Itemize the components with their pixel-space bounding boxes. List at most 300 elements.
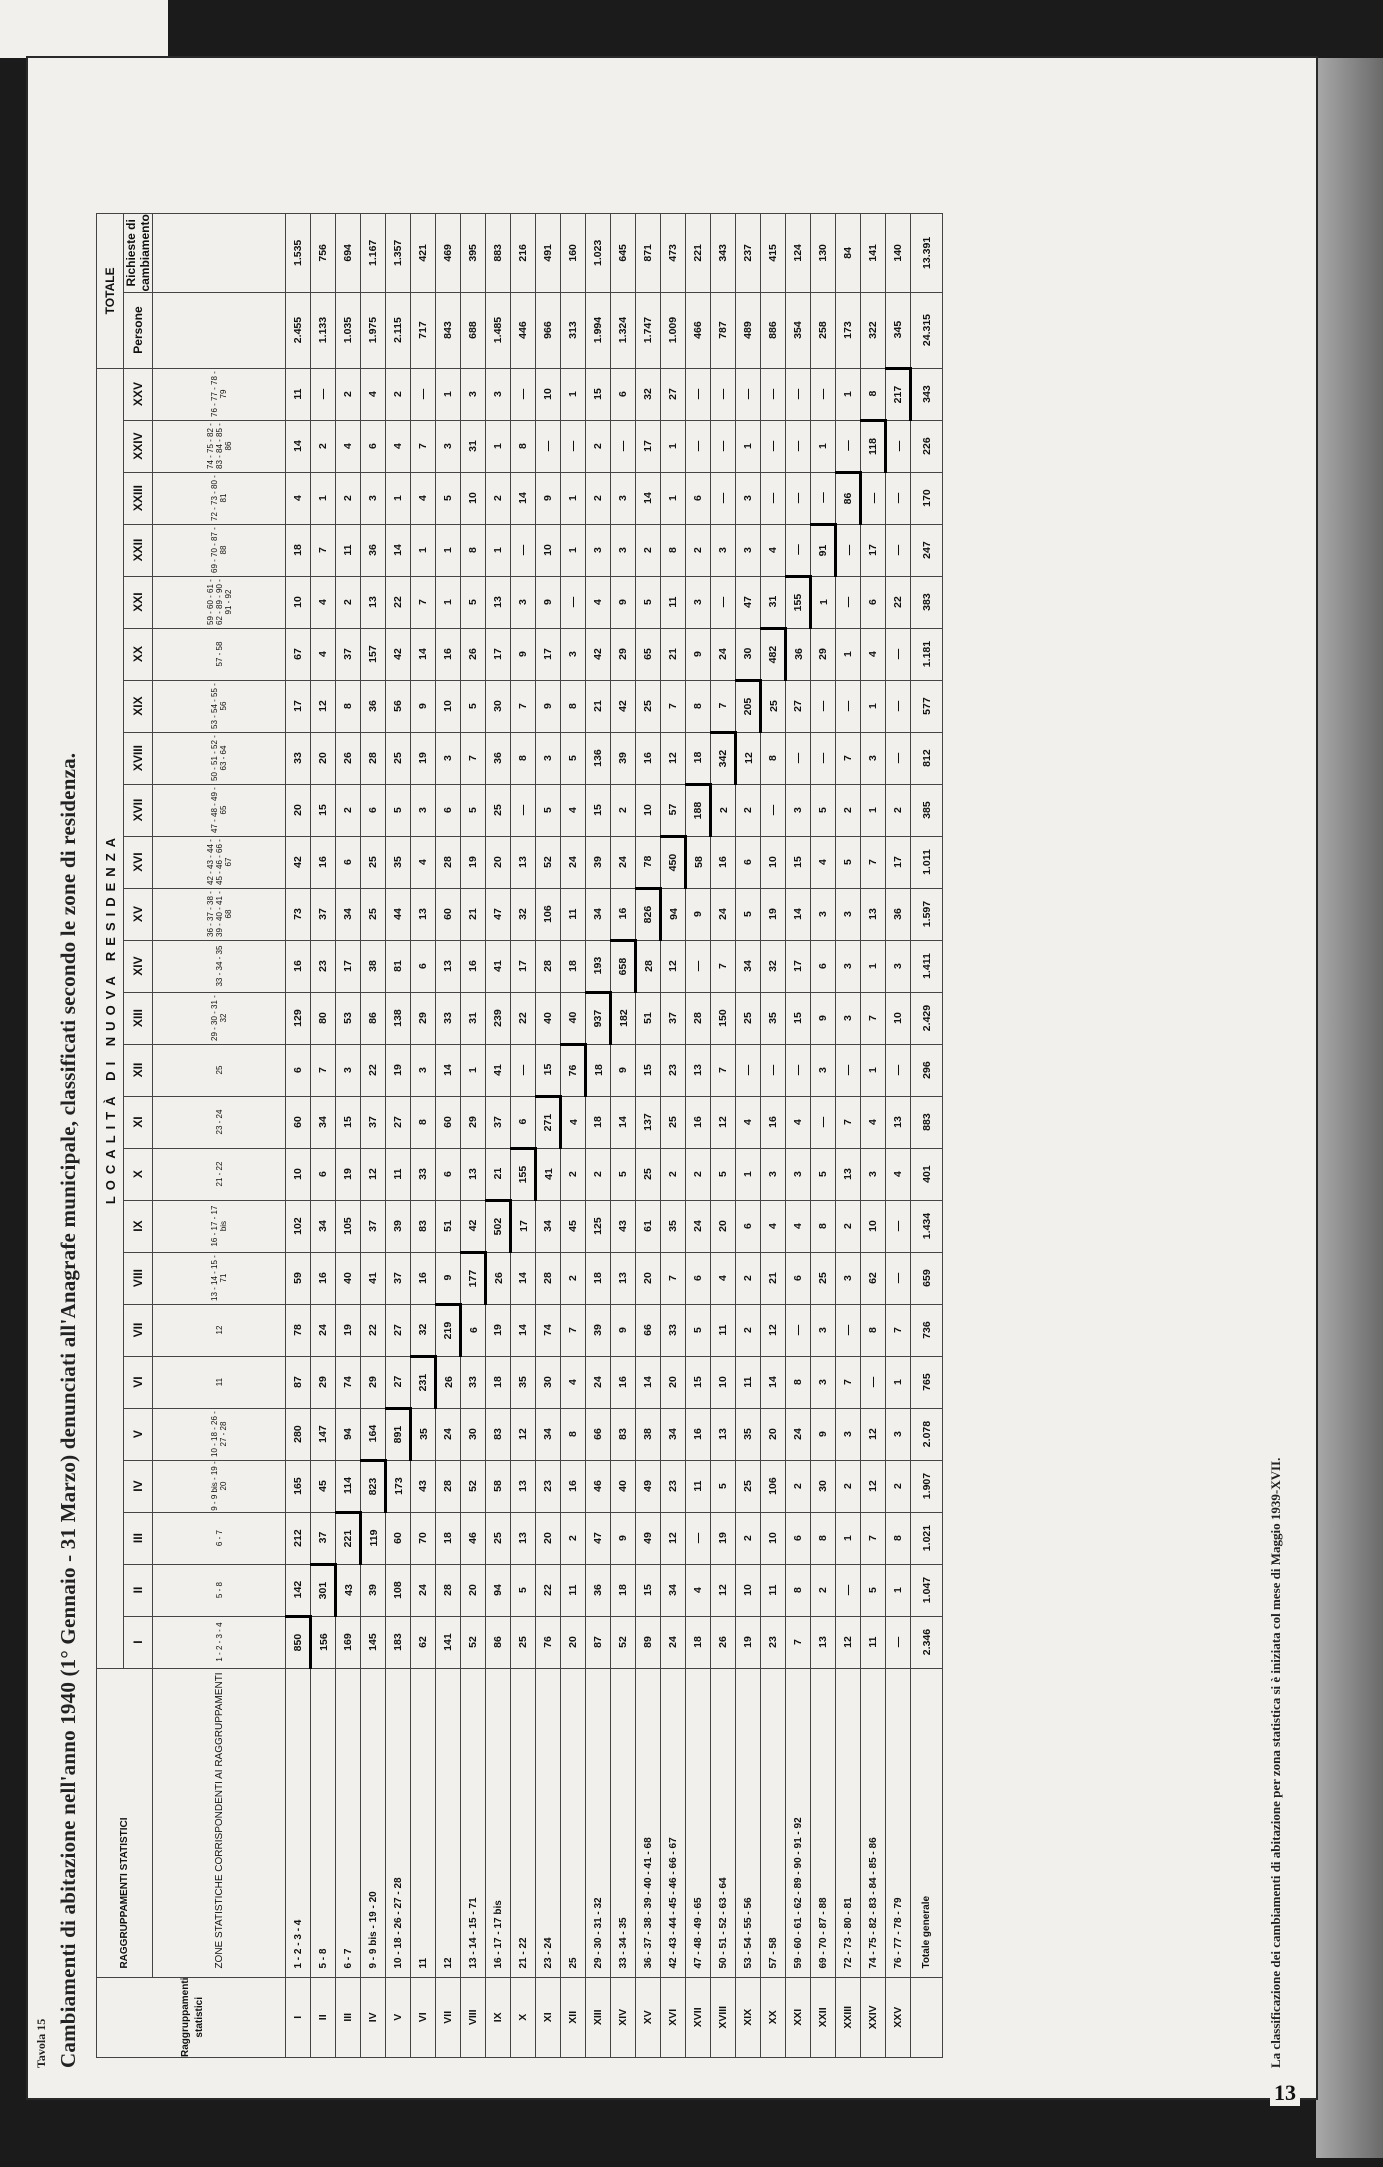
cell-value: —	[511, 524, 536, 576]
cell-value: 4	[761, 1200, 786, 1252]
total-value: 1.434	[911, 1200, 943, 1252]
cell-value: 26	[711, 1616, 736, 1668]
cell-value: 86	[361, 992, 386, 1044]
document-page	[28, 58, 1316, 2098]
table-row	[586, 214, 611, 2058]
cell-value: 11	[661, 576, 686, 628]
cell-value: 2	[836, 1460, 861, 1512]
row-richieste: 1.167	[361, 214, 386, 292]
cell-value: 14	[611, 1096, 636, 1148]
cell-value: 25	[636, 1148, 661, 1200]
cell-value: 8	[861, 1304, 886, 1356]
cell-value: 16	[436, 628, 461, 680]
cell-value: 14	[511, 472, 536, 524]
cell-value: 150	[711, 992, 736, 1044]
cell-value: 118	[861, 420, 886, 472]
cell-value: 35	[411, 1408, 436, 1460]
table-row	[486, 214, 511, 2058]
cell-value: 11	[286, 368, 311, 420]
cell-value: 6	[461, 1304, 486, 1356]
cell-value: 14	[411, 628, 436, 680]
total-value: 343	[911, 368, 943, 420]
cell-value: 94	[661, 888, 686, 940]
column-zones: 13 - 14 - 15 - 71	[153, 1252, 286, 1304]
cell-value: 11	[561, 888, 586, 940]
table-row	[461, 214, 486, 2058]
empty-cell	[153, 292, 286, 368]
cell-value: 41	[536, 1148, 561, 1200]
cell-value: 8	[886, 1512, 911, 1564]
row-side-header: Raggruppamenti statistici	[97, 1977, 286, 2057]
cell-value: 17	[336, 940, 361, 992]
cell-value: 3	[836, 888, 861, 940]
row-zones: 16 - 17 - 17 bis	[486, 1668, 511, 1977]
cell-value: 2	[886, 1460, 911, 1512]
cell-value: 28	[436, 1460, 461, 1512]
cell-value: 18	[586, 1044, 611, 1096]
cell-value: 3	[811, 1304, 836, 1356]
cell-value: 2	[811, 1564, 836, 1616]
cell-value: 125	[586, 1200, 611, 1252]
cell-value: 8	[336, 680, 361, 732]
cell-value: 18	[586, 1096, 611, 1148]
column-head-viii: VIII	[124, 1252, 153, 1304]
cell-value: 37	[336, 628, 361, 680]
cell-value: 65	[636, 628, 661, 680]
cell-value: 4	[761, 524, 786, 576]
cell-value: 14	[636, 472, 661, 524]
cell-value: 14	[511, 1304, 536, 1356]
cell-value: —	[561, 420, 586, 472]
cell-value: 14	[636, 1356, 661, 1408]
cell-value: 2	[636, 524, 661, 576]
table-row	[536, 214, 561, 2058]
cell-value: 14	[511, 1252, 536, 1304]
cell-value: 3	[836, 940, 861, 992]
persone-header: Persone	[124, 292, 153, 368]
cell-value: 35	[736, 1408, 761, 1460]
cell-value: —	[811, 472, 836, 524]
cell-value: —	[861, 1356, 886, 1408]
cell-value: 40	[611, 1460, 636, 1512]
cell-value: 45	[311, 1460, 336, 1512]
cell-value: 60	[386, 1512, 411, 1564]
cell-value: 239	[486, 992, 511, 1044]
cell-value: 17	[286, 680, 311, 732]
cell-value: —	[511, 784, 536, 836]
cell-value: 18	[436, 1512, 461, 1564]
row-roman: XXV	[886, 1977, 911, 2057]
cell-value: 1	[561, 472, 586, 524]
cell-value: 1	[861, 940, 886, 992]
cell-value: 25	[486, 1512, 511, 1564]
row-roman: VIII	[461, 1977, 486, 2057]
cell-value: 4	[786, 1096, 811, 1148]
cell-value: 9	[511, 628, 536, 680]
cell-value: 40	[336, 1252, 361, 1304]
table-row	[436, 214, 461, 2058]
cell-value: 28	[436, 1564, 461, 1616]
table-row	[761, 214, 786, 2058]
cell-value: 2	[836, 1200, 861, 1252]
cell-value: 34	[311, 1200, 336, 1252]
cell-value: 42	[386, 628, 411, 680]
cell-value: 51	[436, 1200, 461, 1252]
column-zones: 57 - 58	[153, 628, 286, 680]
footnote: La classificazione dei cambiamenti di abitazione per zona statistica si è iniziata col mese di Maggio 1939-XVII.	[1268, 1457, 1283, 2068]
cell-value: 62	[861, 1252, 886, 1304]
rotated-content	[28, 58, 1316, 2098]
cell-value: 10	[711, 1356, 736, 1408]
cell-value: —	[811, 1096, 836, 1148]
cell-value: 8	[786, 1564, 811, 1616]
cell-value: 37	[661, 992, 686, 1044]
cell-value: 36	[886, 888, 911, 940]
column-head-vii: VII	[124, 1304, 153, 1356]
cell-value: 3	[686, 576, 711, 628]
row-persone: 787	[711, 292, 736, 368]
cell-value: 27	[386, 1096, 411, 1148]
cell-value: 157	[361, 628, 386, 680]
cell-value: —	[686, 420, 711, 472]
cell-value: 15	[311, 784, 336, 836]
total-value: 736	[911, 1304, 943, 1356]
column-head-ii: II	[124, 1564, 153, 1616]
cell-value: 3	[336, 1044, 361, 1096]
cell-value: 24	[561, 836, 586, 888]
cell-value: —	[686, 1512, 711, 1564]
cell-value: 35	[511, 1356, 536, 1408]
cell-value: 11	[561, 1564, 586, 1616]
cell-value: 25	[361, 836, 386, 888]
cell-value: —	[836, 1304, 861, 1356]
cell-value: 1	[311, 472, 336, 524]
cell-value: 39	[386, 1200, 411, 1252]
cell-value: 1	[811, 576, 836, 628]
cell-value: 13	[511, 836, 536, 888]
cell-value: 8	[811, 1200, 836, 1252]
cell-value: 39	[361, 1564, 386, 1616]
cell-value: 12	[761, 1304, 786, 1356]
cell-value: 20	[561, 1616, 586, 1668]
cell-value: 52	[461, 1460, 486, 1512]
cell-value: 91	[811, 524, 836, 576]
row-roman: XXI	[786, 1977, 811, 2057]
cell-value: 10	[536, 368, 561, 420]
cell-value: —	[811, 732, 836, 784]
row-roman: XII	[561, 1977, 586, 2057]
cell-value: 5	[561, 732, 586, 784]
cell-value: 155	[786, 576, 811, 628]
cell-value: 46	[586, 1460, 611, 1512]
cell-value: 52	[536, 836, 561, 888]
table-row	[836, 214, 861, 2058]
cell-value: 4	[561, 1356, 586, 1408]
column-zones: 69 - 70 - 87 - 88	[153, 524, 286, 576]
row-zones: 74 - 75 - 82 - 83 - 84 - 85 - 86	[861, 1668, 886, 1977]
cell-value: 12	[361, 1148, 386, 1200]
row-persone: 1.324	[611, 292, 636, 368]
cell-value: 7	[661, 1252, 686, 1304]
column-zones: 47 - 48 - 49 - 65	[153, 784, 286, 836]
cell-value: 57	[661, 784, 686, 836]
cell-value: 217	[886, 368, 911, 420]
cell-value: 2	[336, 784, 361, 836]
cell-value: 3	[361, 472, 386, 524]
column-head-xiii: XIII	[124, 992, 153, 1044]
total-value: 385	[911, 784, 943, 836]
cell-value: 36	[786, 628, 811, 680]
cell-value: 25	[486, 784, 511, 836]
cell-value: 10	[761, 836, 786, 888]
cell-value: 13	[611, 1252, 636, 1304]
cell-value: 67	[286, 628, 311, 680]
cell-value: —	[536, 420, 561, 472]
table-row	[711, 214, 736, 2058]
cell-value: —	[836, 1044, 861, 1096]
cell-value: 826	[636, 888, 661, 940]
cell-value: 137	[636, 1096, 661, 1148]
cell-value: —	[786, 524, 811, 576]
table-row	[311, 214, 336, 2058]
cell-value: 25	[761, 680, 786, 732]
row-roman: XI	[536, 1977, 561, 2057]
cell-value: 24	[586, 1356, 611, 1408]
table-row	[411, 214, 436, 2058]
cell-value: 44	[386, 888, 411, 940]
column-zones: 53 - 54 - 55 - 56	[153, 680, 286, 732]
cell-value: 850	[286, 1616, 311, 1668]
cell-value: 61	[636, 1200, 661, 1252]
column-head-xxiv: XXIV	[124, 420, 153, 472]
table-row	[636, 214, 661, 2058]
cell-value: 280	[286, 1408, 311, 1460]
column-zones: 42 - 43 - 44 - 45 - 46 - 66 - 67	[153, 836, 286, 888]
cell-value: 6	[686, 1252, 711, 1304]
cell-value: 11	[761, 1564, 786, 1616]
cell-value: 141	[436, 1616, 461, 1668]
row-persone: 1.035	[336, 292, 361, 368]
cell-value: 5	[736, 888, 761, 940]
row-roman: X	[511, 1977, 536, 2057]
cell-value: 2	[736, 1252, 761, 1304]
row-richieste: 216	[511, 214, 536, 292]
cell-value: 9	[611, 1044, 636, 1096]
total-persone: 24.315	[911, 292, 943, 368]
cell-value: 10	[536, 524, 561, 576]
cell-value: —	[786, 420, 811, 472]
cell-value: 3	[736, 524, 761, 576]
column-zones: 9 - 9 bis - 19 - 20	[153, 1460, 286, 1512]
cell-value: —	[886, 472, 911, 524]
cell-value: 7	[711, 1044, 736, 1096]
cell-value: —	[611, 420, 636, 472]
cell-value: —	[711, 368, 736, 420]
cell-value: 2	[586, 472, 611, 524]
cell-value: 34	[586, 888, 611, 940]
totals-label: Totale generale	[911, 1668, 943, 1977]
cell-value: 43	[336, 1564, 361, 1616]
cell-value: 24	[711, 628, 736, 680]
row-zones: 57 - 58	[761, 1668, 786, 1977]
cell-value: 32	[636, 368, 661, 420]
cell-value: 13	[511, 1460, 536, 1512]
cell-value: —	[511, 1044, 536, 1096]
cell-value: 22	[536, 1564, 561, 1616]
cell-value: 145	[361, 1616, 386, 1668]
row-richieste: 84	[836, 214, 861, 292]
row-roman: IV	[361, 1977, 386, 2057]
cell-value: 193	[586, 940, 611, 992]
cell-value: 301	[311, 1564, 336, 1616]
cell-value: 18	[486, 1356, 511, 1408]
cell-value: 12	[661, 732, 686, 784]
cell-value: 1	[436, 576, 461, 628]
row-zones: 59 - 60 - 61 - 62 - 89 - 90 - 91 - 92	[786, 1668, 811, 1977]
table-row	[736, 214, 761, 2058]
cell-value: 9	[536, 680, 561, 732]
cell-value: 12	[511, 1408, 536, 1460]
cell-value: 15	[686, 1356, 711, 1408]
row-persone: 1.485	[486, 292, 511, 368]
cell-value: 42	[461, 1200, 486, 1252]
cell-value: 31	[761, 576, 786, 628]
cell-value: 5	[811, 1148, 836, 1200]
total-value: 401	[911, 1148, 943, 1200]
cell-value: 83	[411, 1200, 436, 1252]
cell-value: 33	[411, 1148, 436, 1200]
cell-value: 19	[761, 888, 786, 940]
cell-value: 7	[561, 1304, 586, 1356]
cell-value: 8	[561, 680, 586, 732]
cell-value: 4	[286, 472, 311, 524]
cell-value: 8	[861, 368, 886, 420]
total-value: 1.011	[911, 836, 943, 888]
row-zones: 12	[436, 1668, 461, 1977]
cell-value: 15	[336, 1096, 361, 1148]
cell-value: 1	[486, 420, 511, 472]
cell-value: 13	[861, 888, 886, 940]
cell-value: 43	[411, 1460, 436, 1512]
total-value: 812	[911, 732, 943, 784]
cell-value: —	[786, 1044, 811, 1096]
cell-value: 12	[661, 940, 686, 992]
total-richieste: 13.391	[911, 214, 943, 292]
cell-value: 19	[711, 1512, 736, 1564]
cell-value: 658	[611, 940, 636, 992]
cell-value: 1	[386, 472, 411, 524]
cell-value: 24	[786, 1408, 811, 1460]
row-richieste: 343	[711, 214, 736, 292]
cell-value: 28	[361, 732, 386, 784]
cell-value: 60	[286, 1096, 311, 1148]
row-richieste: 141	[861, 214, 886, 292]
cell-value: 22	[886, 576, 911, 628]
cell-value: 6	[361, 784, 386, 836]
cell-value: 3	[886, 940, 911, 992]
row-zones: 21 - 22	[511, 1668, 536, 1977]
cell-value: 6	[436, 784, 461, 836]
column-zones: 33 - 34 - 35	[153, 940, 286, 992]
cell-value: 3	[536, 732, 561, 784]
cell-value: 3	[761, 1148, 786, 1200]
cell-value: 20	[761, 1408, 786, 1460]
cell-value: 6	[286, 1044, 311, 1096]
row-roman: XX	[761, 1977, 786, 2057]
cell-value: 7	[461, 732, 486, 784]
cell-value: 51	[636, 992, 661, 1044]
row-richieste: 140	[886, 214, 911, 292]
cell-value: 8	[511, 732, 536, 784]
cell-value: 33	[436, 992, 461, 1044]
cell-value: 26	[486, 1252, 511, 1304]
cell-value: 183	[386, 1616, 411, 1668]
row-zones: 69 - 70 - 87 - 88	[811, 1668, 836, 1977]
cell-value: 21	[661, 628, 686, 680]
cell-value: 14	[786, 888, 811, 940]
row-persone: 1.133	[311, 292, 336, 368]
cell-value: 2	[311, 420, 336, 472]
table-row	[361, 214, 386, 2058]
cell-value: 205	[736, 680, 761, 732]
row-richieste: 237	[736, 214, 761, 292]
cell-value: 52	[461, 1616, 486, 1668]
column-head-xxii: XXII	[124, 524, 153, 576]
column-zones: 29 - 30 - 31 - 32	[153, 992, 286, 1044]
cell-value: 4	[886, 1148, 911, 1200]
cell-value: 129	[286, 992, 311, 1044]
cell-value: 1	[661, 420, 686, 472]
row-richieste: 221	[686, 214, 711, 292]
row-persone: 258	[811, 292, 836, 368]
column-head-xii: XII	[124, 1044, 153, 1096]
cell-value: 2	[336, 368, 361, 420]
cell-value: 3	[836, 1252, 861, 1304]
cell-value: 1	[861, 680, 886, 732]
cell-value: 11	[386, 1148, 411, 1200]
cell-value: —	[836, 1564, 861, 1616]
cell-value: 12	[861, 1408, 886, 1460]
cell-value: 34	[536, 1408, 561, 1460]
column-zones: 6 - 7	[153, 1512, 286, 1564]
cell-value: —	[811, 368, 836, 420]
cell-value: 5	[686, 1304, 711, 1356]
cell-value: 4	[736, 1096, 761, 1148]
cell-value: 20	[461, 1564, 486, 1616]
row-zones: 10 - 18 - 26 - 27 - 28	[386, 1668, 411, 1977]
cell-value: —	[836, 420, 861, 472]
cell-value: 108	[386, 1564, 411, 1616]
cell-value: 5	[461, 784, 486, 836]
cell-value: —	[886, 680, 911, 732]
column-zones: 36 - 37 - 38 - 39 - 40 - 41 - 68	[153, 888, 286, 940]
cell-value: 74	[336, 1356, 361, 1408]
cell-value: 6	[786, 1512, 811, 1564]
cell-value: 15	[536, 1044, 561, 1096]
cell-value: 24	[686, 1200, 711, 1252]
cell-value: 17	[511, 940, 536, 992]
cell-value: 56	[386, 680, 411, 732]
cell-value: 17	[786, 940, 811, 992]
column-zones: 10 - 18 - 26 - 27 - 28	[153, 1408, 286, 1460]
column-zone-row	[153, 214, 286, 2058]
cell-value: —	[736, 368, 761, 420]
cell-value: 2	[561, 1252, 586, 1304]
cell-value: 28	[536, 1252, 561, 1304]
row-persone: 322	[861, 292, 886, 368]
page-number: 13	[1270, 2080, 1300, 2106]
row-roman: XXII	[811, 1977, 836, 2057]
